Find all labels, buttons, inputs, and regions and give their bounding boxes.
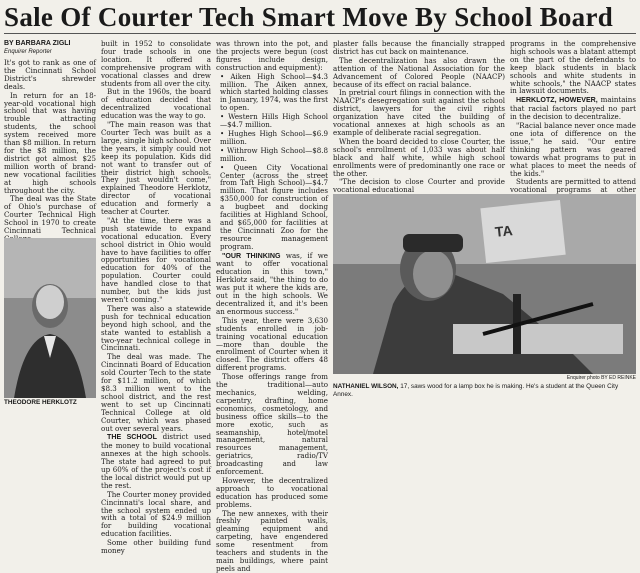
- paragraph: This year, there were 3,630 students enrolled in job-training vocational education—more than double the enrollment of Courter when it closed. The district offers 48 different programs.: [216, 315, 328, 373]
- paragraph: built in 1952 to consolidate four trade schools in one location. It offered a comprehensive program with vocational classes and drew students from all over the city.: [101, 39, 211, 88]
- workshop-photo: [333, 194, 636, 374]
- paragraph: "At the time, there was a push statewide to expand vocational education. Every school district in Ohio would have to have facilities to offer opportunities for vocational education for 40% of the population. Courter could have handled close to that number, but the kids just weren't coming.": [101, 215, 211, 304]
- subhead: HERKLOTZ, HOWEVER,: [516, 96, 598, 105]
- caption-text: 17, saws wood for a lamp box he is making. He's a student at the Queen City Annex.: [333, 383, 619, 398]
- paragraph: When the board decided to close Courter, the school's enrollment of 1,033 was about half black and half white, while high school enrollments were of predominantly one race or the other.: [333, 136, 505, 178]
- article-column-2: [101, 39, 211, 556]
- list-item: • Queen City Vocational Center (across the street from Taft High School)—$4.7 million. That figure includes $350,000 for construction of a bugbeet and docking facilities at Highland School, and $65,000 for facilities at the Cincinnati Zoo for the resource management program.: [220, 162, 328, 251]
- portrait-caption: THEODORE HERKLOTZ: [4, 399, 77, 406]
- paragraph: In return for an 18-year-old vocational high school that was having trouble attracting students, the school system received more than $8 million. In return for the $8 million, the district got almost $25 million worth of brand-new vocational facilities at high schools throughout the city.: [4, 90, 96, 195]
- paragraph: Some other building fund money: [101, 538, 211, 556]
- paragraph: was thrown into the pot, and the projects were begun (cost figures include design, construction and equipment):: [216, 39, 328, 72]
- paragraph: [101, 433, 211, 489]
- photo-credit: Enquirer photo BY ED REINKE: [566, 375, 636, 381]
- paragraph: programs in the comprehensive high schools was a blatant attempt on the part of the defendants to keep black students in black schools and white students in white schools," the NAACP states in lawsuit documents.: [510, 39, 636, 96]
- subhead: "OUR THINKING: [222, 251, 281, 260]
- portrait-photo: [4, 238, 96, 398]
- paragraph: However, the decentralized approach to vocational education has produced some problems.: [216, 475, 328, 509]
- svg-text:TA: TA: [494, 222, 514, 240]
- caption-name: NATHANIEL WILSON,: [333, 383, 399, 390]
- paragraph: "The main reason was that Courter Tech was built as a large, single high school. Over the years, it simply could not keep its population. Kids did not want to transfer out of their district high schools. They just wouldn't come," explained Theodore Herklotz, director of vocational education and formerly a teacher at Courter.: [101, 120, 211, 217]
- headline-rule: [4, 33, 636, 34]
- list-item: • Western Hills High School—$4.7 million.: [220, 112, 328, 130]
- paragraph: But in the 1960s, the board of education decided that decentralized vocational education was the way to go.: [101, 87, 211, 121]
- paragraph: "The decision to close Courter and provide vocational educational: [333, 177, 505, 195]
- workshop-photo-caption: [333, 383, 636, 398]
- list-item: • Withrow High School—$8.8 million.: [220, 145, 328, 163]
- paragraph: The deal was made. The Cincinnati Board of Education sold Courter Tech to the state for $11.2 million, of which $8.3 million went to the school district, and the rest went to set up Cincinnati Technical College at old Courter, which was phased out over several years.: [101, 352, 211, 433]
- paragraph: [510, 96, 636, 121]
- paragraph: In pretrial court filings in connection with the NAACP's desegregation suit against the school district, lawyers for the civil rights organization have cited the building of vocational annexes at high schools as an example of deliberate racial segregation.: [333, 88, 505, 137]
- paragraph: [216, 252, 328, 316]
- paragraph: The deal was the State of Ohio's purchase of Courter Technical High School in 1970 to create Cincinnati Technical: [4, 194, 96, 236]
- paragraph: The Courter money provided Cincinnati's local share, and the school system ended up with a total of $24.9 million for building vocational education facilities.: [101, 489, 211, 539]
- paragraph: The new annexes, with their freshly painted walls, gleaming equipment and carpeting, have engendered some resentment from teachers and students in the main buildings, where paint peels and: [216, 508, 328, 573]
- paragraph: "Racial balance never once made one iota of difference on the issue," he said. "Our entire thinking pattern was geared towards what programs to put in what places to meet the needs of the kids.": [510, 121, 636, 178]
- paragraph: It's got to rank as one of the Cincinnati School District's shrewder deals.: [4, 58, 96, 91]
- headline: Sale Of Courter Tech Smart Move By School Board: [4, 2, 614, 32]
- article-column-4: [333, 39, 505, 195]
- portrait-illustration: [4, 238, 96, 398]
- paragraph: Those offerings range from the traditional—auto mechanics, welding, carpentry, drafting, home economics, cosmetology, and business office skills—to the more exotic, such as seamanship, hotel/motel management, natural resources management, geriatrics, radio/TV broadcasting and law enforcement.: [216, 372, 328, 477]
- article-column-5: [510, 39, 636, 195]
- student-sawing-illustration: [333, 194, 636, 374]
- paragraph: There was also a statewide push for technical education beyond high school, and the state wanted to establish a two-year technical college in Cincinnati.: [101, 303, 211, 353]
- subhead: THE SCHOOL: [107, 433, 157, 442]
- list-item: • Aiken High School—$4.3 million. The Aiken annex, which started holding classes in January, 1974, was the first to open.: [220, 71, 328, 113]
- byline-role: Enquirer Reporter: [4, 49, 52, 55]
- byline: BY BARBARA ZIGLI: [4, 40, 71, 47]
- paragraph: plaster falls because the financially strapped district has cut back on maintenance.: [333, 39, 505, 56]
- paragraph: The decentralization has also drawn the attention of the National Association for the Advancement of Colored People (NAACP) because of its effect on racial balance.: [333, 55, 505, 89]
- paragraph-text: maintains that racial factors played no part in the decision to decentralize.: [510, 95, 636, 122]
- paragraph-text: was, if we want to offer vocational education in this town," Herklotz said, "the thing to do was put it where the kids are, out in the high schools. We decentralized it, and it's been an enormous success.": [216, 250, 328, 316]
- article-column-3: [216, 39, 328, 573]
- list-item: • Hughes High School—$6.9 million.: [220, 128, 328, 146]
- paragraph: Students are permitted to attend vocational programs at other: [510, 177, 636, 195]
- paragraph-text: district used the money to build vocational annexes at the high schools. The state had agreed to put up 60% of the project's cost if the local district would put up the rest.: [101, 432, 211, 490]
